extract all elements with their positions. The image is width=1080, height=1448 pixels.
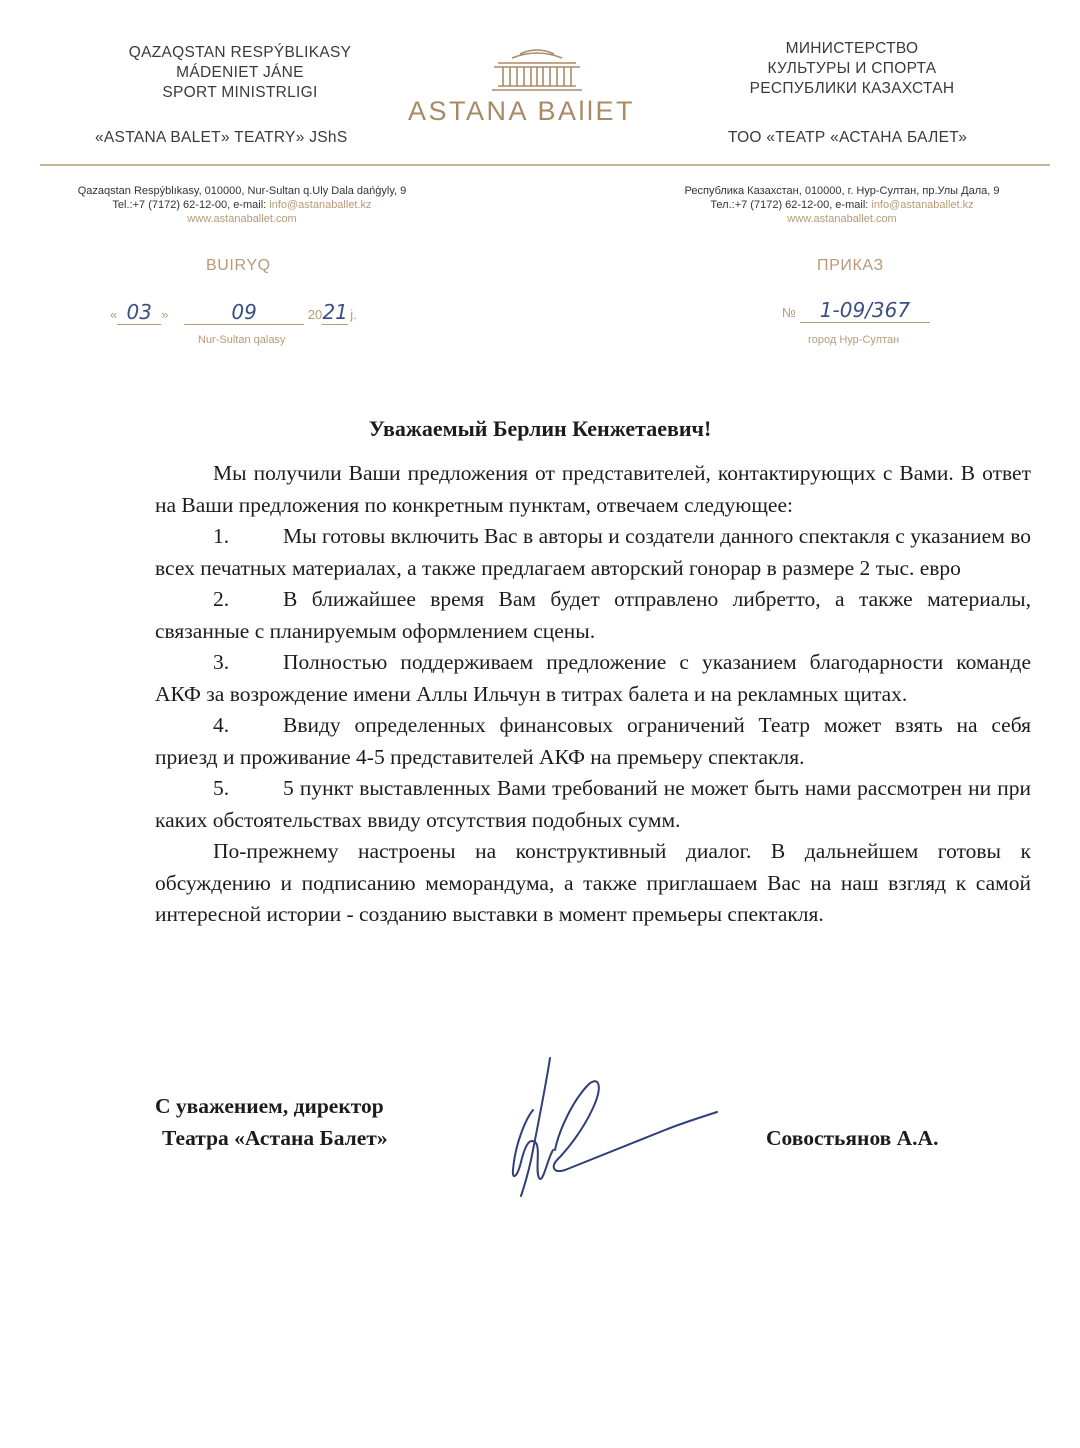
list-item-number: 2. (213, 587, 230, 611)
list-item-number: 3. (213, 650, 230, 674)
list-item-text: Полностью поддерживаем предложение с указанием благодарности команде АКФ за возрождение имени Аллы Ильчун в титрах балета и на рекламных щитах. (155, 650, 1031, 706)
order-city-kz: Nur-Sultan qalasy (198, 334, 286, 346)
date-close-quote: » (161, 307, 169, 322)
date-year-end: j. (350, 307, 357, 322)
order-date (110, 300, 357, 325)
header-right-line: РЕСПУБЛИКИ КАЗАХСТАН (749, 80, 955, 97)
list-item (155, 773, 1031, 836)
order-city-ru: город Нур-Султан (808, 334, 900, 346)
header-right-org: ТОО «ТЕАТР «АСТАНА БАЛЕТ» (728, 129, 968, 146)
address-right-contact (682, 198, 1002, 212)
address-right-phone: Тел.:+7 (7172) 62-12-00, e-mail: (710, 199, 872, 211)
address-right (682, 184, 1002, 226)
theatre-building-icon (402, 42, 672, 94)
address-right-email[interactable]: info@astanaballet.kz (871, 199, 974, 211)
intro-paragraph: Мы получили Ваши предложения от представителей, контактирующих с Вами. В ответ на Ваши предложения по конкретным пунктам, отвечаем следующее: (155, 461, 1031, 517)
number-prefix: № (782, 305, 796, 320)
address-right-site[interactable]: www.astanaballet.com (787, 213, 897, 225)
closing-paragraph: По-прежнему настроены на конструктивный диалог. В дальнейшем готовы к обсуждению и подписанию меморандума, а также приглашаем Вас на наш взгляд к самой интересной истории - созданию выставки в момент премьеры спектакля. (155, 839, 1031, 926)
date-open-quote: « (110, 307, 118, 322)
list-item-text: Ввиду определенных финансовых ограничений Театр может взять на себя приезд и проживание 4-5 представителей АКФ на премьеру спектакля. (155, 713, 1031, 769)
date-month: 09 (184, 300, 304, 325)
list-item (155, 647, 1031, 710)
signature-title-line2: Театра «Астана Балет» (162, 1126, 388, 1150)
list-item-text: Мы готовы включить Вас в авторы и создатели данного спектакля с указанием во всех печатных материалах, а также предлагаем авторский гонорар в размере 2 тыс. евро (155, 524, 1031, 580)
header-left-org: «ASTANA BALET» TEATRY» JShS (95, 129, 348, 146)
theatre-logo (402, 42, 672, 132)
address-left-site[interactable]: www.astanaballet.com (187, 213, 297, 225)
list-item-text: 5 пункт выставленных Вами требований не может быть нами рассмотрен ни при каких обстоятельствах ввиду отсутствия подобных сумм. (155, 776, 1031, 832)
order-title-kz: BUIRYQ (206, 257, 271, 274)
header-left-line: QAZAQSTAN RESPÝBLIKASY (128, 44, 352, 61)
list-item-number: 4. (213, 713, 230, 737)
date-year-prefix: 20 (307, 307, 323, 322)
address-left-email[interactable]: info@astanaballet.kz (269, 199, 372, 211)
order-number (782, 298, 930, 323)
list-item (155, 710, 1031, 773)
address-left-phone: Tel.:+7 (7172) 62-12-00, e-mail: (112, 199, 270, 211)
signature-title-line1: С уважением, директор (155, 1094, 384, 1118)
address-left (77, 184, 407, 226)
header-left-line: SPORT MINISTRLIGI (162, 84, 318, 101)
salutation: Уважаемый Берлин Кенжетаевич! (368, 416, 712, 441)
order-title-ru: ПРИКАЗ (817, 257, 884, 274)
list-item-number: 5. (213, 776, 230, 800)
list-item (155, 521, 1031, 584)
address-left-contact (77, 198, 407, 212)
logo-text: ASTANA BAllET (408, 96, 636, 126)
date-day: 03 (117, 300, 161, 325)
list-item (155, 584, 1031, 647)
signer-name: Совостьянов А.А. (766, 1126, 939, 1150)
number-value: 1-09/367 (800, 298, 930, 323)
header-divider (40, 164, 1050, 166)
header-right-line: КУЛЬТУРЫ И СПОРТА (767, 60, 937, 77)
date-year-suffix: 21 (322, 300, 348, 324)
header-right-line: МИНИСТЕРСТВО (785, 40, 919, 57)
handwritten-signature (495, 1050, 725, 1200)
header-left-line: MÁDENIET JÁNE (176, 64, 304, 81)
address-right-street: Республика Казахстан, 010000, г. Нур-Султан, пр.Улы Дала, 9 (684, 185, 1000, 197)
list-item-text: В ближайшее время Вам будет отправлено либретто, а также материалы, связанные с планируемым оформлением сцены. (155, 587, 1031, 643)
header-right-ministry (712, 39, 992, 99)
letter-body (155, 458, 1031, 931)
list-item-number: 1. (213, 524, 230, 548)
address-left-street: Qazaqstan Respýblıkasy, 010000, Nur-Sultan q.Uly Dala dańģyly, 9 (77, 185, 407, 197)
header-left-ministry (100, 43, 380, 103)
